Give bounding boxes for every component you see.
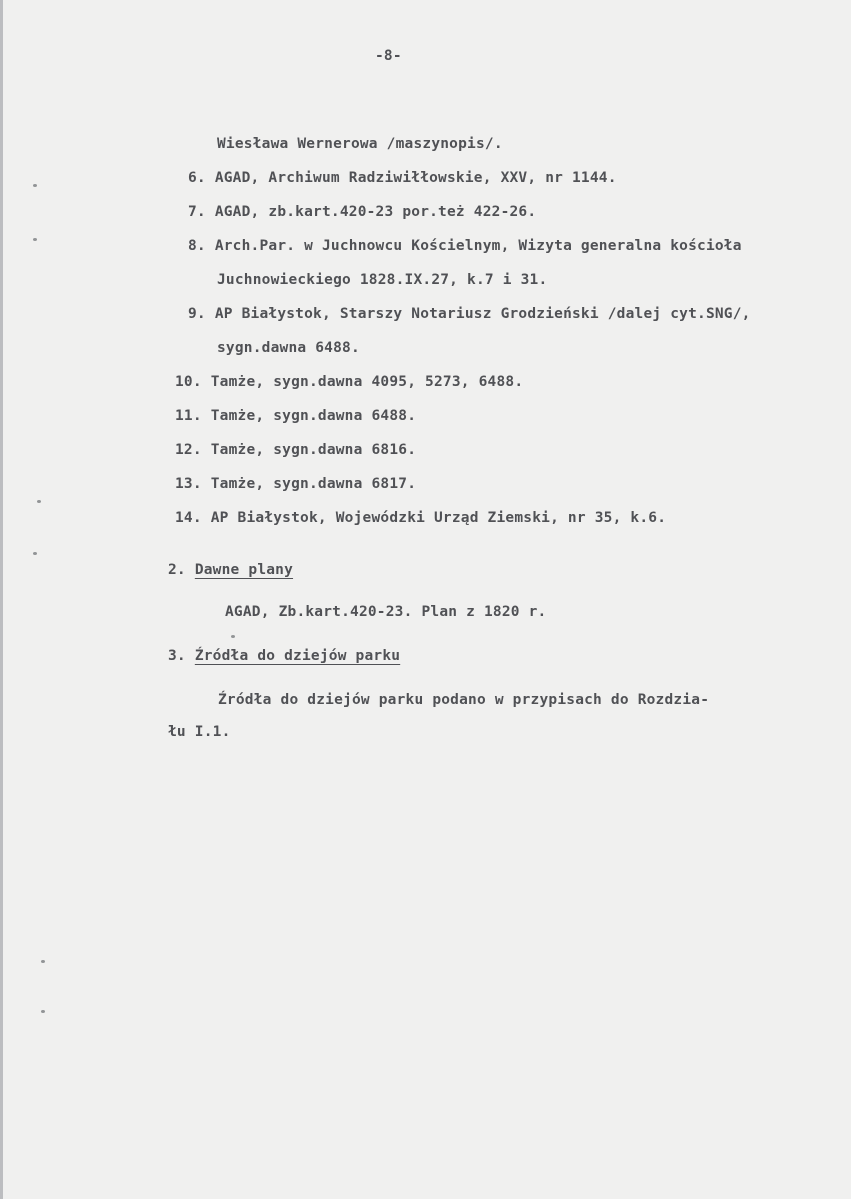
section-2-body: AGAD, Zb.kart.420-23. Plan z 1820 r. [225, 604, 547, 620]
footnote-number: 9. [188, 306, 206, 322]
footnote-11 [175, 408, 416, 424]
footnote-12 [175, 442, 416, 458]
footnote-text: Tamże, sygn.dawna 6817. [210, 476, 417, 492]
section-number: 3. [168, 648, 186, 664]
footnote-7 [188, 204, 536, 220]
footnote-number: 13. [175, 476, 202, 492]
footnote-text: AGAD, Archiwum Radziwiłłowskie, XXV, nr 1144. [214, 170, 617, 186]
section-2-heading [168, 562, 293, 578]
section-title: Źródła do dziejów parku [194, 648, 401, 664]
scan-speck [33, 184, 37, 187]
section-3-body-line-1: Źródła do dziejów parku podano w przypisach do Rozdzia- [218, 692, 710, 708]
footnote-number: 6. [188, 170, 206, 186]
footnote-text: Tamże, sygn.dawna 6488. [210, 408, 417, 424]
scan-speck [33, 552, 37, 555]
section-title: Dawne plany [194, 562, 294, 578]
scan-speck [41, 960, 45, 963]
footnote-continuation: Wiesława Wernerowa /maszynopis/. [217, 136, 503, 152]
section-number: 2. [168, 562, 186, 578]
footnote-9 [188, 306, 751, 322]
scan-speck [37, 500, 41, 503]
footnote-text: AP Białystok, Wojewódzki Urząd Ziemski, nr 35, k.6. [210, 510, 667, 526]
footnote-text: Tamże, sygn.dawna 6816. [210, 442, 417, 458]
scan-speck [33, 238, 37, 241]
footnote-text: AGAD, zb.kart.420-23 por.też 422-26. [214, 204, 537, 220]
footnote-number: 14. [175, 510, 202, 526]
footnote-text: Arch.Par. w Juchnowcu Kościelnym, Wizyta generalna kościoła [214, 238, 742, 254]
footnote-13 [175, 476, 416, 492]
footnote-number: 10. [175, 374, 202, 390]
footnote-number: 12. [175, 442, 202, 458]
page-number: -8- [375, 48, 402, 64]
footnote-number: 11. [175, 408, 202, 424]
footnote-number: 7. [188, 204, 206, 220]
footnote-9-continuation: sygn.dawna 6488. [217, 340, 360, 356]
footnote-14 [175, 510, 666, 526]
footnote-8 [188, 238, 742, 254]
scan-speck [231, 635, 235, 638]
footnote-text: AP Białystok, Starszy Notariusz Grodzieński /dalej cyt.SNG/, [214, 306, 751, 322]
section-3-heading [168, 648, 400, 664]
footnote-text: Tamże, sygn.dawna 4095, 5273, 6488. [210, 374, 524, 390]
footnote-number: 8. [188, 238, 206, 254]
scan-speck [41, 1010, 45, 1013]
section-3-body-line-2: łu I.1. [168, 724, 231, 740]
footnote-6 [188, 170, 617, 186]
footnote-8-continuation: Juchnowieckiego 1828.IX.27, k.7 i 31. [217, 272, 548, 288]
footnote-10 [175, 374, 523, 390]
